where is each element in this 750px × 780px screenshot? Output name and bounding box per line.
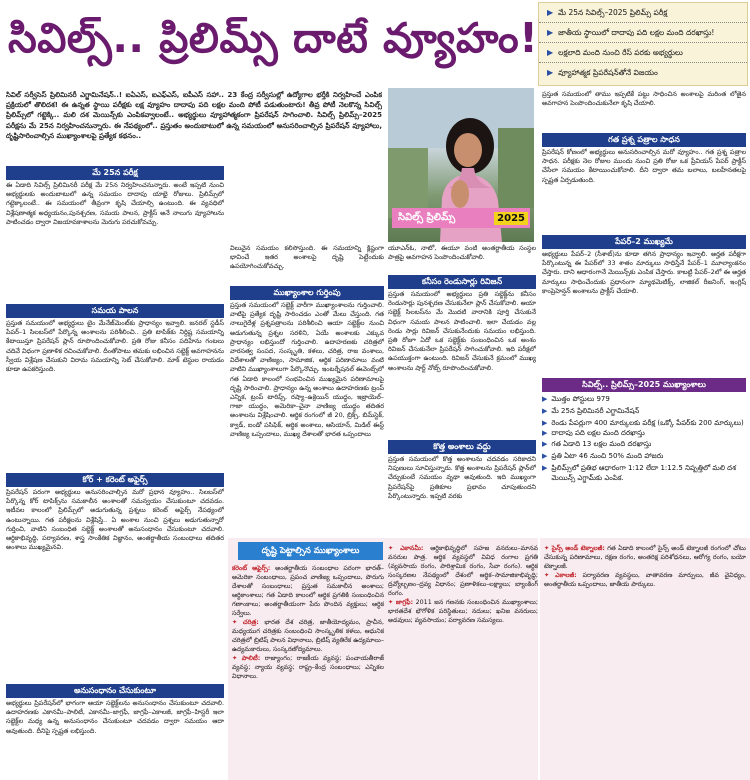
star-icon: ✦ bbox=[232, 619, 238, 626]
triangle-bullet-icon: ▶ bbox=[542, 428, 548, 437]
section-header-revise: కనీసం రెండుసార్లు రివిజన్‌ bbox=[388, 275, 536, 289]
key-topics-title: దృష్టి పెట్టాల్సిన ముఖ్యాంశాలు bbox=[238, 542, 383, 560]
star-icon: ✦ bbox=[544, 545, 550, 552]
stat-item: ▶ దాదాపు పది లక్షల మంది దరఖాస్తు bbox=[542, 428, 746, 440]
highlight-item: ▶ వ్యూహాత్మక ప్రిపరేషన్‌తోనే విజయం bbox=[539, 62, 747, 82]
topic-text: అంతర్జాతీయ సంబంధాల పరంగా భారత్‌–అమెరికా సంబంధాలు, ప్రపంచ వాణిజ్య ఒప్పందాలు, పొరుగు దేశాలతో సంబంధాలు; ప్రస్తుత సమకాలీన అంశాలు; ఆర్థికాంశాలు; గత ఏడాది కాలంలో ఆర్థిక ప్రగతికి సంబంధించిన గణాంకాలు; అంతర్జాతీయంగా పేరు పొందిన వ్యక్తులు; ఆర్థిక సర్వేలు. bbox=[232, 565, 384, 617]
triangle-bullet-icon: ▶ bbox=[542, 395, 548, 403]
section-header-new: కొత్త అంశాలు వద్దు bbox=[388, 440, 536, 454]
student-photo bbox=[388, 88, 534, 242]
star-icon: ✦ bbox=[232, 655, 238, 662]
topic-text: పర్యావరణ వ్యవస్థలు, వాతావరణ మార్పులు, జీవ వైవిధ్యం, అంతర్జాతీయ ఒప్పందాలు, జాతీయ పార్కులు. bbox=[544, 572, 746, 588]
stat-item: ▶ మే 25న ప్రిలిమినరీ ఎగ్జామినేషన్‌ bbox=[542, 406, 746, 418]
triangle-bullet-icon: ▶ bbox=[547, 28, 554, 37]
section-text-connect: అభ్యర్థులు ప్రిపరేషన్‌లో భాగంగా ఆయా సబ్జెక్ట్‌లను అనుసంధానం చేసుకుంటూ చదవాలి. ఉదాహరణకు ఎకానమీ–పాలిటీ, ఎకానమీ–జాగ్రఫీ, జాగ్రఫీ–ఎకాలజీ, జాగ్రఫీ–హిస్టరీ ఇలా సబ్జెక్ట్‌ల మధ్య ఉన్న అనుసంధానం చేసుకుంటూ చదవడం ద్వారా సమయం ఆదా అవుతుంది. దీనిపై స్పష్టత లభిస్తుంది. bbox=[6, 699, 224, 735]
section-text-core: ప్రిపరేషన్‌ పరంగా అభ్యర్థులు అనుసరించాల్సిన మరో ప్రధాన వ్యూహం.. సిలబస్‌లో పేర్కొన్న కోర్‌ టాపిక్స్‌ను సమకాలీన అంశాలతో సమన్వయం చేసుకుంటూ చదవడం. ఇటీవల కాలంలో ప్రిలిమ్స్‌లో అడుగుతున్న ప్రశ్నలు కరెంట్‌ అఫైర్స్‌ నేపథ్యంలో ఉంటున్నాయి. గత పరీక్షలను విశ్లేషిస్తే.. ఏ అంశాల నుంచి ప్రశ్నలు అడుగుతున్నారో గుర్తించి, వాటిని సంబంధిత సబ్జెక్ట్‌ అంశాలతో అనుసంధానం చేసుకుంటూ చదవాలి. ఆర్థికాభివృద్ధి, పర్యావరణ, శాస్త్ర సాంకేతిక విజ్ఞానం, అంతర్జాతీయ సంబంధాలు తదితర అంశాలు ముఖ్యమైనవి. bbox=[6, 488, 224, 552]
section-header-stats: సివిల్స్‌.. ప్రిలిమ్స్‌–2025 ముఖ్యాంశాలు bbox=[542, 378, 746, 392]
triangle-bullet-icon: ▶ bbox=[547, 68, 554, 77]
key-topics-col3 bbox=[544, 544, 746, 778]
highlight-item: ▶ మే 25న సివిల్స్‌–2025 ప్రిలిమ్స్‌ పరీక్ష bbox=[539, 3, 747, 22]
topic-head: సైన్స్‌ అండ్‌ టెక్నాలజీ: bbox=[551, 545, 605, 552]
section-text-focus: ప్రస్తుత సమయంలో సబ్జెక్ట్‌ వారీగా ముఖ్యాంశాలను గుర్తించాలి. వాటిపై ప్రత్యేక దృష్టి సారించడం ఎంతో మేలు చేస్తుంది. గత నాలుగైదేళ్ల ప్రశ్నపత్రాలను పరిశీలించి ఆయా సబ్జెక్ట్‌ల నుంచి అడుగుతున్న ప్రశ్నల సరళిని, ఏయే అంశాలకు ఎక్కువ ప్రాధాన్యం లభిస్తుందో గుర్తించాలి. ఉదాహరణకు చరిత్రలో వారసత్వ సంపద, సంస్కృతి, కళలు, చరిత్ర, రాజ వంశాలు, విదేశాలతో వాణిజ్యం, సామాజిక, ఆర్థిక పరిణామాలు వంటి వాటిని ముఖ్యాంశాలుగా పేర్కొనొచ్చు. ఇంటర్నేషనల్‌ ఈవెంట్స్‌లో గత ఏడాది కాలంలో సంభవించిన ముఖ్యమైన పరిణామాలపై దృష్టి సారించాలి. ప్రాధాన్యం ఉన్న అంశాలు ఉదాహరణకు ట్రంప్‌ ఎన్నిక, ట్రంప్‌ టారిఫ్స్‌, రష్యా–ఉక్రెయిన్‌ యుద్ధం, ఇజ్రాయెల్‌–గాజా యుద్ధం, అమెరికా–చైనా వాణిజ్య యుద్ధం తదితర అంశాలను విశ్లేషించాలి. ఆర్థిక రంగంలో జీ 20, బ్రిక్స్‌, బిమ్‌స్టెక్‌, క్వాడ్‌, ఐండో పసిఫిక్‌, ఆర్థిక అంశాలు, ఆసియాన్‌, మిడిల్‌ ఈస్ట్‌ వాణిజ్య ఒప్పందాలు, ముఖ్య దేశాలతో భారత ఒప్పందాలు bbox=[230, 301, 384, 438]
stat-item: ▶ ప్రిలిమ్స్‌లో ప్రతిభ ఆధారంగా 1:12 లేదా 1:12.5 నిష్పత్తిలో మలి దశ మెయిన్స్‌ ఎగ్జామ్‌కు ఎంపిక. bbox=[542, 463, 736, 482]
star-icon: ✦ bbox=[544, 572, 550, 579]
col4-continued-text: ప్రస్తుత సమయంలో తాము ఇప్పటికే పట్టు సాధించిన అంశాలపై మరింత లోతైన అవగాహన పెంపొందించుకునేలా కృషి చేయాలి. bbox=[542, 90, 746, 108]
col3-continued-text: యూఎన్‌ఓ, నాటో, ఈయూ వంటి అంతర్జాతీయ సంస్థల పాత్రపై అవగాహన పెంపొందించుకోవాలి. bbox=[388, 244, 536, 262]
stat-item: ▶ రెండు పేపర్లుగా 400 మార్కులకు పరీక్ష (ఒక్కో పేపర్‌కు 200 మార్కులు) bbox=[542, 418, 744, 427]
triangle-bullet-icon: ▶ bbox=[542, 406, 548, 415]
photo-caption-bar bbox=[392, 208, 530, 228]
topic-head: చరిత్ర: bbox=[242, 619, 259, 626]
section-header-paper2: పేపర్‌–2 ముఖ్యమే bbox=[542, 235, 746, 249]
triangle-bullet-icon: ▶ bbox=[542, 452, 548, 461]
section-text-revise: ప్రస్తుత సమయంలో అభ్యర్థులు ప్రతి సబ్జెక్ట్‌ను కనీసం రెండుసార్లు పునశ్చరణ చేసుకునేలా ప్లాన్‌ చేసుకోవాలి. ఆయా సబ్జెక్ట్‌ సిలబస్‌ను మే మొదటి వారానికి పూర్తి చేసుకునే విధంగా సమయ పాలన పాటించాలి. ఇలా చేయడం వల్ల రెండు సార్లు రివిజన్‌ చేసుకునేందుకు సమయం లభిస్తుంది. ప్రతి రోజూ ఏదో ఒక సబ్జెక్ట్‌కు సంబంధించిన ఒక అంశం రివిజన్‌ చేసుకునేలా ప్రిపరేషన్‌ సాగించుకోవాలి. ఇది పరీక్షలో ఉపయుక్తంగా ఉంటుంది. రివిజన్‌ చేసుకునే క్రమంలో ముఖ్య అంశాలను షార్ట్‌ నోట్స్‌ రూపొందించుకోవాలి. bbox=[388, 290, 536, 372]
key-topics-col1 bbox=[232, 564, 384, 778]
section-header-core: కోర్‌ + కరెంట్‌ అఫైర్స్‌ bbox=[6, 473, 224, 487]
section-text-paper2: అభ్యర్థులు పేపర్‌–2 (సీశాట్‌)ను కూడా తగిన ప్రాధాన్యం ఇవ్వాలి. అర్హత పరీక్షగా పేర్కొంటున్న ఈ పేపర్‌లో 33 శాతం మార్కులు సాధిస్తేనే పేపర్‌–1 మూల్యాంకనం చేస్తారు. దాని ఆధారంగానే మెయిన్స్‌కు ఎంపిక చేస్తారు. కాబట్టి పేపర్‌–2లో ఈ అర్హత మార్కులు సాధించేందుకు ప్రధానంగా మ్యాథమెటిక్స్‌, లాజికల్‌ రీజనింగ్‌, ఇంగ్లిష్‌ కాంప్రెహెన్షన్‌ అంశాలను ప్రాక్టీస్‌ చేయాలి. bbox=[542, 250, 746, 295]
section-header-focus: ముఖ్యాంశాల గుర్తింపు bbox=[230, 286, 384, 300]
section-header-connect: అనుసంధానం చేసుకుంటూ bbox=[6, 684, 224, 698]
triangle-bullet-icon: ▶ bbox=[547, 48, 554, 57]
highlight-item: ▶ లక్షలాది మంది నుంచి రేస్‌ పరకు అభ్యర్థులు bbox=[539, 42, 747, 62]
topic-text: రాజ్యాంగం; రాజకీయ వ్యవస్థ; పంచాయతీరాజ్‌ వ్యవస్థ; న్యాయ వ్యవస్థ; రాష్ట్ర–కేంద్ర సంబంధాలు; ఎన్నికల విధానాలు. bbox=[232, 655, 384, 680]
triangle-bullet-icon: ▶ bbox=[542, 440, 548, 449]
topic-head: కరెంట్‌ అఫైర్స్‌: bbox=[232, 565, 271, 572]
section-text-may25: ఈ ఏడాది సివిల్స్‌ ప్రిలిమినరీ పరీక్ష మే 25న నిర్వహించనున్నారు. అంటే ఇప్పటి నుంచి అభ్యర్థులకు అందుబాటులో ఉన్న సమయం దాదాపు యాభై రోజులు. ప్రిలిమ్స్‌లో గట్టెక్కాలంటే.. ఈ సమయంలో తీవ్రంగా కృషి చేయాల్సి ఉంటుంది. ఈ వ్యవధిలో విశ్లేషణాత్మక అధ్యయనం,పునశ్చరణ, సమయ పాలన, ప్రాక్టీస్‌ అనే నాలుగు వ్యూహాలను పాటించడం ద్వారా విజయావకాశాలను మెరుగు పరచుకోవచ్చు. bbox=[6, 181, 224, 226]
stats-list bbox=[542, 394, 746, 534]
section-header-time: సమయ పాలన bbox=[6, 304, 224, 318]
section-text-time: ప్రస్తుత సమయంలో అభ్యర్థులు టైం మేనేజ్‌మెంట్‌కు ప్రాధాన్యం ఇవ్వాలి. జనరల్‌ స్టడీస్‌ పేపర్‌–1 సిలబస్‌లో పేర్కొన్న అంశాలను పరిశీలించి.. ప్రతి టాపిక్‌కు నిర్దిష్ట సమయాన్ని కేటాయిస్తూ ప్రిపరేషన్‌ ప్లాన్‌ రూపొందించుకోవాలి. ప్రతి రోజు కనీసం పదిహేను గంటలు చదివే విధంగా ప్రణాళిక రచించుకోవాలి. దీంతోపాటు తమకు లభించిన సబ్జెక్ట్‌ అవగాహనను స్వీయ విశ్లేషణ చేసుకుని విరామ సమయాన్ని సెట్‌ చేసుకోవాలి. మాక్‌ టెస్టుల రాయడం కూడా ఉపకరిస్తుంది. bbox=[6, 319, 224, 374]
topic-head: జాగ్రఫీ: bbox=[395, 599, 414, 606]
topic-text: గత ఏడాది కాలంలో సైన్స్‌ అండ్‌ టెక్నాలజీ రంగంలో చోటు చేసుకున్న పరిణామాలు, రక్షణ రంగం, అంతరిక్ష పరిశోధనలు, ఆరోగ్య రంగం, బయో టెక్నాలజీ. bbox=[544, 545, 746, 570]
section-header-may25: మే 25న పరీక్ష bbox=[6, 166, 224, 180]
section-header-previous-papers: గత ప్రశ్న పత్రాల సాధన bbox=[542, 133, 746, 147]
highlights-box bbox=[538, 2, 748, 86]
topic-text: భారత దేశ చరిత్ర, జాతీయోద్యమం, ప్రాచీన, మధ్యయుగ చరిత్రకు సంబంధించి సాంస్కృతిక కళలు, ఆధునిక చరిత్రలో బ్రిటిష్‌ పాలన విధానాలు, బ్రిటిష్‌ వ్యతిరేక ఉద్యమాలు–ఉద్యమకారులు, సంస్కరణోద్యమాలు. bbox=[232, 619, 384, 653]
topic-head: ఎకాలజీ: bbox=[555, 572, 577, 579]
key-topics-col2 bbox=[388, 544, 538, 778]
topic-head: ఎకానమీ: bbox=[400, 545, 424, 552]
highlight-item: ▶ జాతీయ స్థాయిలో దాదాపు పది లక్షల మంది దరఖాస్తు! bbox=[539, 22, 747, 42]
topic-head: పాలిటీ: bbox=[241, 655, 261, 662]
triangle-bullet-icon: ▶ bbox=[542, 418, 548, 427]
stat-item: ▶ మొత్తం పోస్టులు 979 bbox=[542, 394, 746, 406]
stat-item: ▶ ప్రతి ఏటా 46 నుంచి 50% మంది హాజరు bbox=[542, 451, 746, 463]
star-icon: ✦ bbox=[388, 599, 394, 606]
topic-text: 2011 జన గణనకు సంబంధించిన ముఖ్యాంశాలు; భారతదేశ భౌగోళిక పరిస్థితులు; నదులు; ఖనిజ వనరులు; అడవులు; వ్యవసాయం; పర్యావరణ సమస్యలు. bbox=[388, 599, 538, 624]
headline-title: సివిల్స్‌.. ప్రిలిమ్స్‌ దాటే వ్యూహం! bbox=[8, 14, 539, 62]
photo-year-badge: 2025 bbox=[494, 212, 528, 225]
photo-caption: సివిల్స్‌ ప్రిలిమ్స్‌ bbox=[398, 212, 456, 223]
star-icon: ✦ bbox=[388, 545, 394, 552]
headline-banner bbox=[0, 0, 539, 86]
triangle-bullet-icon: ▶ bbox=[542, 463, 548, 472]
section-text-new: ప్రస్తుత సమయంలో కొత్త అంశాలను చదవడం సరికాదని నిపుణులు సూచిస్తున్నారు. కొత్త అంశాలను ప్రిపరేషన్‌ ప్లాన్‌లో చేర్చుకుంటే సమయం వృథా అవుతుంది. ఇది ముఖ్యంగా ప్రిపరేషన్‌పై ప్రతికూల ప్రభావం చూపుతుందని పేర్కొంటున్నారు. ఇప్పటి వరకు bbox=[388, 455, 536, 500]
stat-item: ▶ గత ఏడాది 13 లక్షల మంది దరఖాస్తు bbox=[542, 439, 746, 451]
intro-paragraph: సివిల్‌ సర్వీసెస్‌ ప్రిలిమినరీ ఎగ్జామినేషన్‌..! ఐఏఎస్‌, ఐఎఫ్‌ఎస్‌, ఐపీఎస్‌ సహా.. 23 కేంద్ర సర్వీసుల్లో ఉద్యోగాల భర్తీకి నిర్వహించే ఎంపిక ప్రక్రియలో తొలిదశ! ఈ ఉన్నత స్థాయి పరీక్షకు లక్ష వ్యూహం దాదాపు పది లక్షల మంది పోటీ పడుతుంటారు! తీవ్ర పోటీ నెలకొన్న సివిల్స్‌ ప్రిలిమ్స్‌లో గట్టెక్కి.. మలి దశ మెయిన్స్‌కు ఎంపికవ్వాలంటే.. అభ్యర్థులు వ్యూహాత్మకంగా ప్రిపరేషన్‌ సాగించాలి. సివిల్స్‌ ప్రిలిమ్స్‌–2025 పరీక్షను మే 25న నిర్వహించనున్నారు. ఈ నేపథ్యంలో.. ప్రస్తుతం అందుబాటులో ఉన్న సమయంలో అనుసరించాల్సిన ప్రిపరేషన్‌ వ్యూహాలు, దృష్టిసారించాల్సిన ముఖ్యాంశాలపై ప్రత్యేక కథనం.. bbox=[6, 91, 382, 140]
topic-text: ఆర్థికాభివృద్ధిలో సహజ వనరులు–మానవ వనరుల పాత్ర. ఆర్థిక వ్యవస్థలో వివిధ రంగాల ప్రగతి (వ్యవసాయ రంగం, పారిశ్రామిక రంగం, సేవా రంగం). ఆర్థిక సంస్కరణల నేపథ్యంలో దేశంలో ఆర్థిక–సామాజికాభివృద్ధి; ద్రవ్యోల్బణం–ద్రవ్య విధానం; ప్రణాళికలు–లక్ష్యాలు; బ్యాంకింగ్‌ రంగం. bbox=[388, 545, 538, 597]
triangle-bullet-icon: ▶ bbox=[547, 8, 554, 17]
col2-continued-text: విలువైన సమయం కలిసొస్తుంది. ఈ సమయాన్ని క్లిష్టంగా భావించే ఇతర అంశాలపై దృష్టి పెట్టేందుకు ఉపయోగించుకోవచ్చు. bbox=[230, 244, 384, 271]
section-text-previous-papers: ప్రిపరేషన్‌ కోణంలో అభ్యర్థులు అనుసరించాల్సిన మరో వ్యూహం.. గత ప్రశ్న పత్రాల సాధన. పరీక్షకు నెల రోజుల ముందు నుంచి ప్రతి రోజు ఒక ప్రీవియస్‌ పేపర్‌ ప్రాక్టీస్‌ చేసేలా సమయం కేటాయించుకోవాలి. దీని ద్వారా తమ బలాలు, బలహీనతలపై స్పష్టత ఏర్పడుతుంది. bbox=[542, 148, 746, 184]
